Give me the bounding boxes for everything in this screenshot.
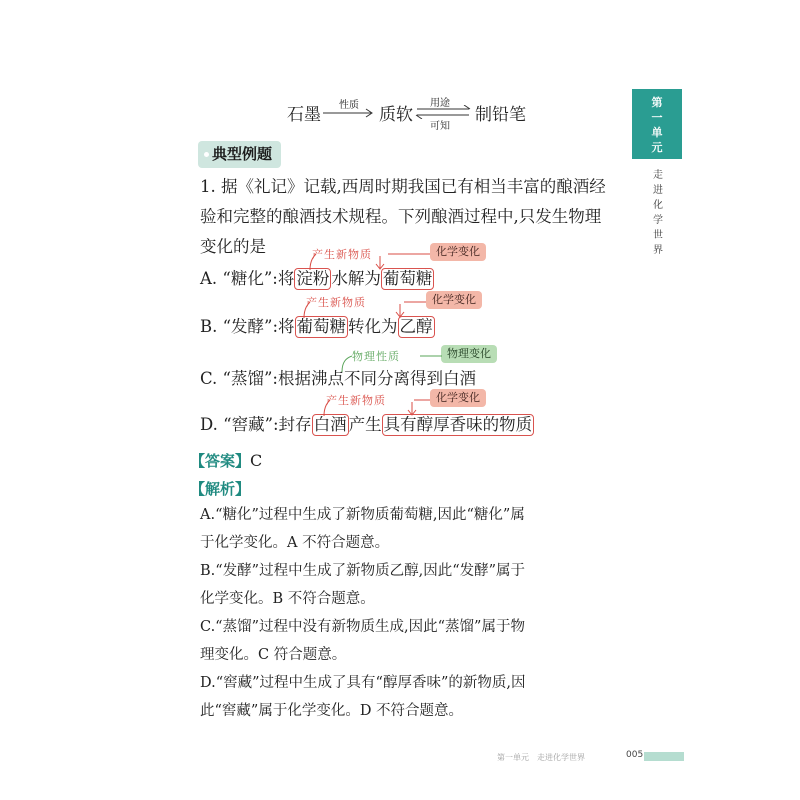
annotation-d-note: 产生新物质 bbox=[326, 394, 386, 407]
analysis-line-1: A.“糖化”过程中生成了新物质葡萄糖,因此“糖化”属 bbox=[200, 507, 525, 523]
formula-arrow2-top: 用途 bbox=[430, 98, 450, 109]
side-sub-char-3: 化 bbox=[653, 200, 663, 211]
side-tab-char-2: 一 bbox=[651, 111, 663, 124]
side-tab-char-4: 元 bbox=[651, 141, 663, 154]
answer-row bbox=[190, 450, 262, 471]
page-number: 005 bbox=[626, 750, 644, 760]
formula-arrow2-bottom: 可知 bbox=[430, 121, 450, 132]
answer-label: 【答案】 bbox=[190, 452, 251, 470]
analysis-line-8: 此“窖藏”属于化学变化。D 不符合题意。 bbox=[200, 703, 464, 719]
option-a-box-1: 淀粉 bbox=[296, 269, 330, 288]
unit-side-tab bbox=[632, 89, 682, 159]
annotation-c-tag: 物理变化 bbox=[441, 345, 497, 363]
side-tab-char-1: 第 bbox=[651, 96, 663, 109]
analysis-line-3: B.“发酵”过程中生成了新物质乙醇,因此“发酵”属于 bbox=[200, 563, 526, 579]
formula-left: 石墨 bbox=[287, 105, 321, 125]
option-b-box-2: 乙醇 bbox=[399, 317, 433, 336]
side-sub-char-5: 世 bbox=[653, 230, 663, 241]
option-d-mid: 产生 bbox=[348, 415, 382, 434]
analysis-line-2: 于化学变化。A 不符合题意。 bbox=[200, 535, 390, 551]
analysis-line-5: C.“蒸馏”过程中没有新物质生成,因此“蒸馏”属于物 bbox=[200, 619, 525, 635]
side-sub-char-6: 界 bbox=[653, 245, 663, 256]
analysis-line-6: 理变化。C 符合题意。 bbox=[200, 647, 347, 663]
analysis-label: 【解析】 bbox=[190, 480, 251, 498]
side-tab-char-3: 单 bbox=[651, 126, 663, 139]
annotation-c-lines bbox=[330, 350, 445, 374]
annotation-c-note: 物理性质 bbox=[352, 350, 400, 363]
annotation-a-lines bbox=[300, 246, 435, 272]
option-a-box-2: 葡萄糖 bbox=[382, 269, 433, 288]
footer-accent-bar bbox=[644, 752, 684, 761]
section-title-pill bbox=[198, 141, 281, 168]
right-arrow-icon bbox=[323, 108, 375, 118]
annotation-d-lines bbox=[314, 392, 434, 418]
footer-unit-title: 第一单元 走进化学世界 bbox=[497, 753, 585, 762]
option-b-prefix: B. “发酵”:将 bbox=[200, 317, 295, 336]
option-d-box-1: 白酒 bbox=[313, 415, 347, 434]
side-sub-char-2: 进 bbox=[653, 185, 663, 196]
formula-right: 制铅笔 bbox=[475, 105, 526, 125]
annotation-b-note: 产生新物质 bbox=[306, 296, 366, 309]
annotation-b-lines bbox=[294, 294, 429, 320]
formula-graphite bbox=[287, 92, 547, 132]
option-b-mid: 转化为 bbox=[348, 317, 398, 336]
annotation-a-tag: 化学变化 bbox=[430, 243, 486, 261]
analysis-line-4: 化学变化。B 不符合题意。 bbox=[200, 591, 375, 607]
analysis-label-row bbox=[190, 478, 250, 499]
analysis-line-7: D.“窖藏”过程中生成了具有“醇厚香味”的新物质,因 bbox=[200, 675, 526, 691]
question-line-2: 验和完整的酿酒技术规程。下列酿酒过程中,只发生物理 bbox=[200, 207, 602, 226]
annotation-a-note: 产生新物质 bbox=[312, 248, 372, 261]
option-c-text: C. “蒸馏”:根据沸点不同分离得到白酒 bbox=[200, 369, 476, 388]
annotation-b-tag: 化学变化 bbox=[426, 291, 482, 309]
side-sub-char-4: 学 bbox=[653, 215, 663, 226]
section-title: 典型例题 bbox=[212, 145, 273, 163]
bullet-dot-icon bbox=[204, 152, 209, 157]
option-d-box-2: 具有醇厚香味的物质 bbox=[383, 415, 533, 434]
option-a-prefix: A. “糖化”:将 bbox=[200, 269, 295, 288]
annotation-d-tag: 化学变化 bbox=[430, 389, 486, 407]
formula-arrow1-label: 性质 bbox=[339, 100, 359, 111]
unit-side-subtitle bbox=[652, 168, 664, 258]
option-b-box-1: 葡萄糖 bbox=[296, 317, 347, 336]
formula-middle: 质软 bbox=[379, 105, 413, 125]
side-sub-char-1: 走 bbox=[653, 170, 663, 181]
option-a-mid: 水解为 bbox=[331, 269, 381, 288]
answer-value: C bbox=[250, 451, 263, 470]
question-line-3: 变化的是 bbox=[200, 237, 266, 256]
option-d-prefix: D. “窖藏”:封存 bbox=[200, 415, 312, 434]
question-line-1: 1. 据《礼记》记载,西周时期我国已有相当丰富的酿酒经 bbox=[200, 177, 606, 196]
